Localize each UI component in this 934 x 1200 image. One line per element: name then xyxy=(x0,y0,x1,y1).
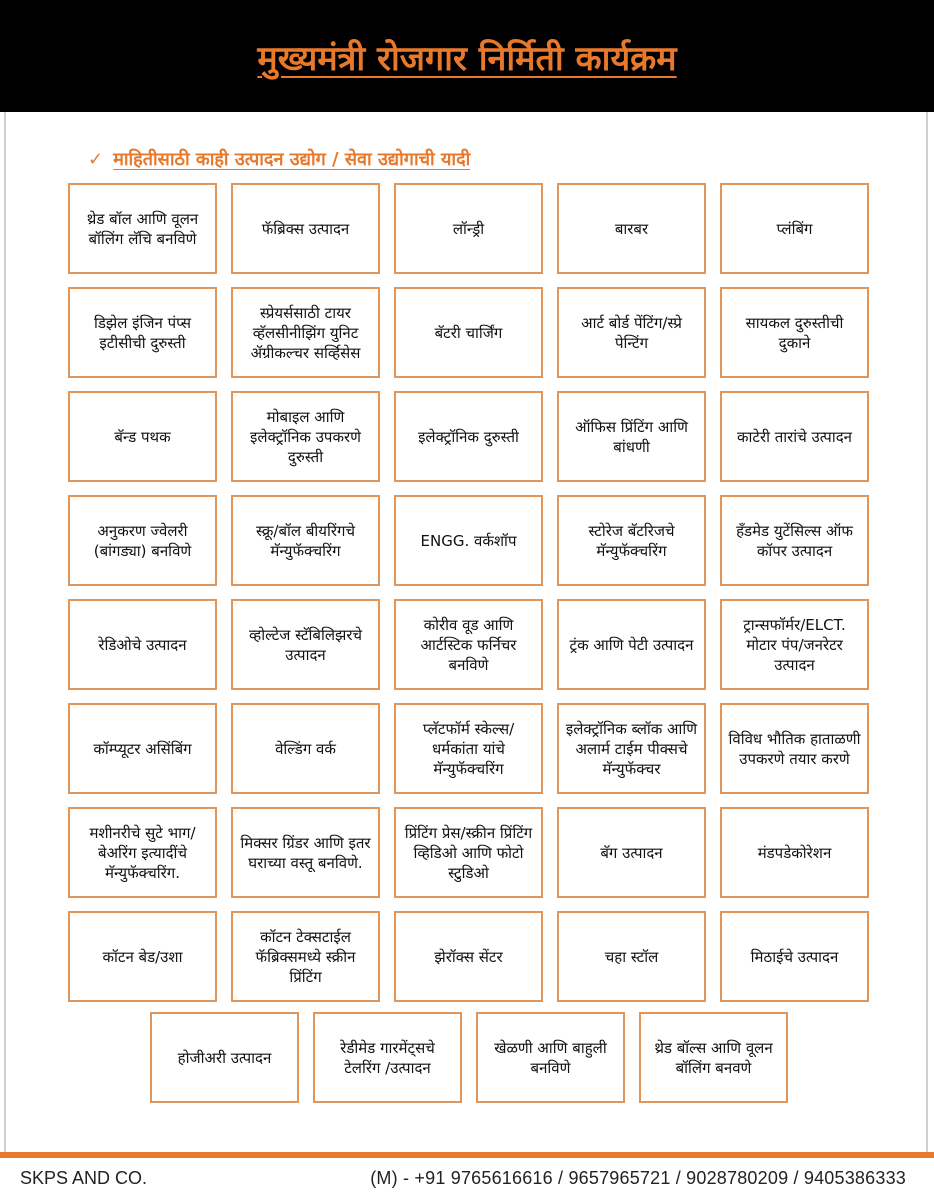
industry-card xyxy=(394,391,543,482)
industry-card-label: चहा स्टॉल xyxy=(604,947,659,966)
industry-card xyxy=(68,287,217,378)
industry-card xyxy=(394,703,543,794)
subtitle: माहितीसाठी काही उत्पादन उद्योग / सेवा उद्योगाची यादी xyxy=(113,149,471,170)
industry-card-label: मिक्सर ग्रिंडर आणि इतर घराच्या वस्तू बनविणे. xyxy=(240,833,371,872)
industry-card-label: इलेक्ट्रॉनिक दुरुस्ती xyxy=(418,427,519,446)
industry-card xyxy=(231,911,380,1002)
industry-card xyxy=(639,1012,788,1103)
industry-card xyxy=(720,703,869,794)
page-title: मुख्यमंत्री रोजगार निर्मिती कार्यक्रम xyxy=(257,39,677,79)
industry-grid-last-row xyxy=(150,1012,787,1103)
industry-card-label: झेरॉक्स सेंटर xyxy=(434,947,503,966)
industry-card xyxy=(557,599,706,690)
industry-card-label: फॅब्रिक्स उत्पादन xyxy=(261,219,350,238)
subtitle-row xyxy=(88,144,470,174)
industry-card-label: ट्रंक आणि पेटी उत्पादन xyxy=(569,635,694,654)
industry-card-label: वेल्डिंग वर्क xyxy=(275,739,336,758)
industry-card xyxy=(68,391,217,482)
industry-card xyxy=(557,391,706,482)
industry-card-label: बॅटरी चार्जिंग xyxy=(434,323,503,342)
industry-card xyxy=(68,703,217,794)
industry-card-label: कॉटन बेड/उशा xyxy=(102,947,183,966)
industry-card xyxy=(68,807,217,898)
industry-card-label: स्क्रू/बॉल बीयरिंगचे मॅन्युफॅक्चरिंग xyxy=(256,521,355,560)
industry-card-label: कोरीव वूड आणि आर्टस्टिक फर्निचर बनविणे xyxy=(420,615,517,674)
industry-card-label: रेडिओचे उत्पादन xyxy=(98,635,187,654)
industry-card-label: कॉम्प्यूटर असिंबिंग xyxy=(93,739,192,758)
industry-card-label: मशीनरीचे सुटे भाग/बेअरिंग इत्यादींचे मॅन्युफॅक्चरिंग. xyxy=(89,823,196,882)
industry-card xyxy=(557,703,706,794)
industry-card-label: प्रिंटिंग प्रेस/स्क्रीन प्रिंटिंग व्हिडिओ आणि फोटो स्टुडिओ xyxy=(404,823,533,882)
industry-card xyxy=(720,287,869,378)
industry-card-label: काटेरी तारांचे उत्पादन xyxy=(736,427,853,446)
industry-card xyxy=(394,287,543,378)
industry-card-label: ऑफिस प्रिंटिंग आणि बांधणी xyxy=(575,417,688,456)
industry-card-label: व्होल्टेज स्टॅबिलिझरचे उत्पादन xyxy=(248,625,363,664)
industry-card-label: ट्रान्सफॉर्मर/ELCT. मोटार पंप/जनरेटर उत्पादन xyxy=(743,615,846,674)
industry-card xyxy=(68,495,217,586)
industry-card-label: बारबर xyxy=(614,219,649,238)
industry-card-label: विविध भौतिक हाताळणी उपकरणे तयार करणे xyxy=(728,729,861,768)
industry-card-label: कॉटन टेक्सटाईल फॅब्रिक्समध्ये स्क्रीन प्रिंटिंग xyxy=(255,927,356,986)
industry-card-label: मोबाइल आणि इलेक्ट्रॉनिक उपकरणे दुरुस्ती xyxy=(250,407,361,466)
industry-card xyxy=(68,911,217,1002)
industry-card-label: थ्रेड बॉल्स आणि वूलन बॉलिंग बनवणे xyxy=(654,1038,773,1077)
industry-card-label: बॅग उत्पादन xyxy=(600,843,663,862)
industry-card-label: स्प्रेयर्ससाठी टायर व्हॅलसीनीझिंग युनिट ॲग्रीकल्चर सर्व्हिसेस xyxy=(250,303,361,362)
industry-card xyxy=(394,495,543,586)
industry-grid xyxy=(68,183,869,1002)
industry-card-label: बॅन्ड पथक xyxy=(114,427,171,446)
industry-card-label: डिझेल इंजिन पंप्स इटीसीची दुरुस्ती xyxy=(93,313,192,352)
industry-card-label: प्लंबिंग xyxy=(776,219,813,238)
industry-card-label: आर्ट बोर्ड पेंटिंग/स्प्रे पेन्टिंग xyxy=(581,313,682,352)
industry-card xyxy=(476,1012,625,1103)
industry-card xyxy=(394,599,543,690)
industry-card xyxy=(394,911,543,1002)
industry-card-label: मिठाईचे उत्पादन xyxy=(750,947,839,966)
industry-card xyxy=(231,495,380,586)
industry-card xyxy=(150,1012,299,1103)
industry-card xyxy=(720,911,869,1002)
industry-card xyxy=(394,807,543,898)
industry-card xyxy=(720,391,869,482)
industry-card xyxy=(231,703,380,794)
industry-card-label: होजीअरी उत्पादन xyxy=(177,1048,272,1067)
industry-card-label: थ्रेड बॉल आणि वूलन बॉलिंग लॅचि बनविणे xyxy=(86,209,199,248)
header-banner xyxy=(0,0,934,112)
industry-card-label: खेळणी आणि बाहुली बनविणे xyxy=(494,1038,607,1077)
industry-card xyxy=(313,1012,462,1103)
industry-card-label: लॉन्ड्री xyxy=(452,219,485,238)
industry-card xyxy=(720,183,869,274)
industry-card-label: सायकल दुरुस्तीची दुकाने xyxy=(745,313,844,352)
industry-card-label: इलेक्ट्रॉनिक ब्लॉक आणि अलार्म टाईम पीक्सचे मॅन्युफॅक्चर xyxy=(565,719,698,778)
left-border-line xyxy=(4,112,6,1152)
industry-card-label: प्लॅटफॉर्म स्केल्स/धर्मकांता यांचे मॅन्युफॅक्चरिंग xyxy=(422,719,515,778)
industry-card xyxy=(68,599,217,690)
footer xyxy=(0,1158,934,1200)
industry-card xyxy=(231,807,380,898)
industry-card xyxy=(557,287,706,378)
industry-card xyxy=(720,807,869,898)
industry-card xyxy=(720,495,869,586)
right-border-line xyxy=(926,112,928,1152)
industry-card-label: स्टोरेज बॅटरिजचे मॅन्युफॅक्चरिंग xyxy=(588,521,675,560)
industry-card-label: ENGG. वर्कशॉप xyxy=(420,531,517,550)
industry-card xyxy=(557,807,706,898)
industry-card xyxy=(231,599,380,690)
industry-card xyxy=(231,183,380,274)
industry-card-label: हॅंडमेड युटेंसिल्स ऑफ कॉपर उत्पादन xyxy=(736,521,853,560)
industry-card xyxy=(231,391,380,482)
industry-card xyxy=(557,911,706,1002)
industry-card xyxy=(231,287,380,378)
industry-card-label: रेडीमेड गारमेंट्सचे टेलरिंग /उत्पादन xyxy=(340,1038,435,1077)
industry-card xyxy=(720,599,869,690)
industry-card xyxy=(68,183,217,274)
industry-card xyxy=(394,183,543,274)
industry-card xyxy=(557,495,706,586)
company-name: SKPS AND CO. xyxy=(20,1168,148,1188)
checkmark-icon: ✓ xyxy=(88,148,104,170)
industry-card-label: अनुकरण ज्वेलरी (बांगड्या) बनविणे xyxy=(93,521,192,560)
contact-phones: (M) - +91 9765616616 / 9657965721 / 9028780209 / 9405386333 xyxy=(370,1168,906,1188)
industry-card xyxy=(557,183,706,274)
industry-card-label: मंडपडेकोरेशन xyxy=(757,843,832,862)
